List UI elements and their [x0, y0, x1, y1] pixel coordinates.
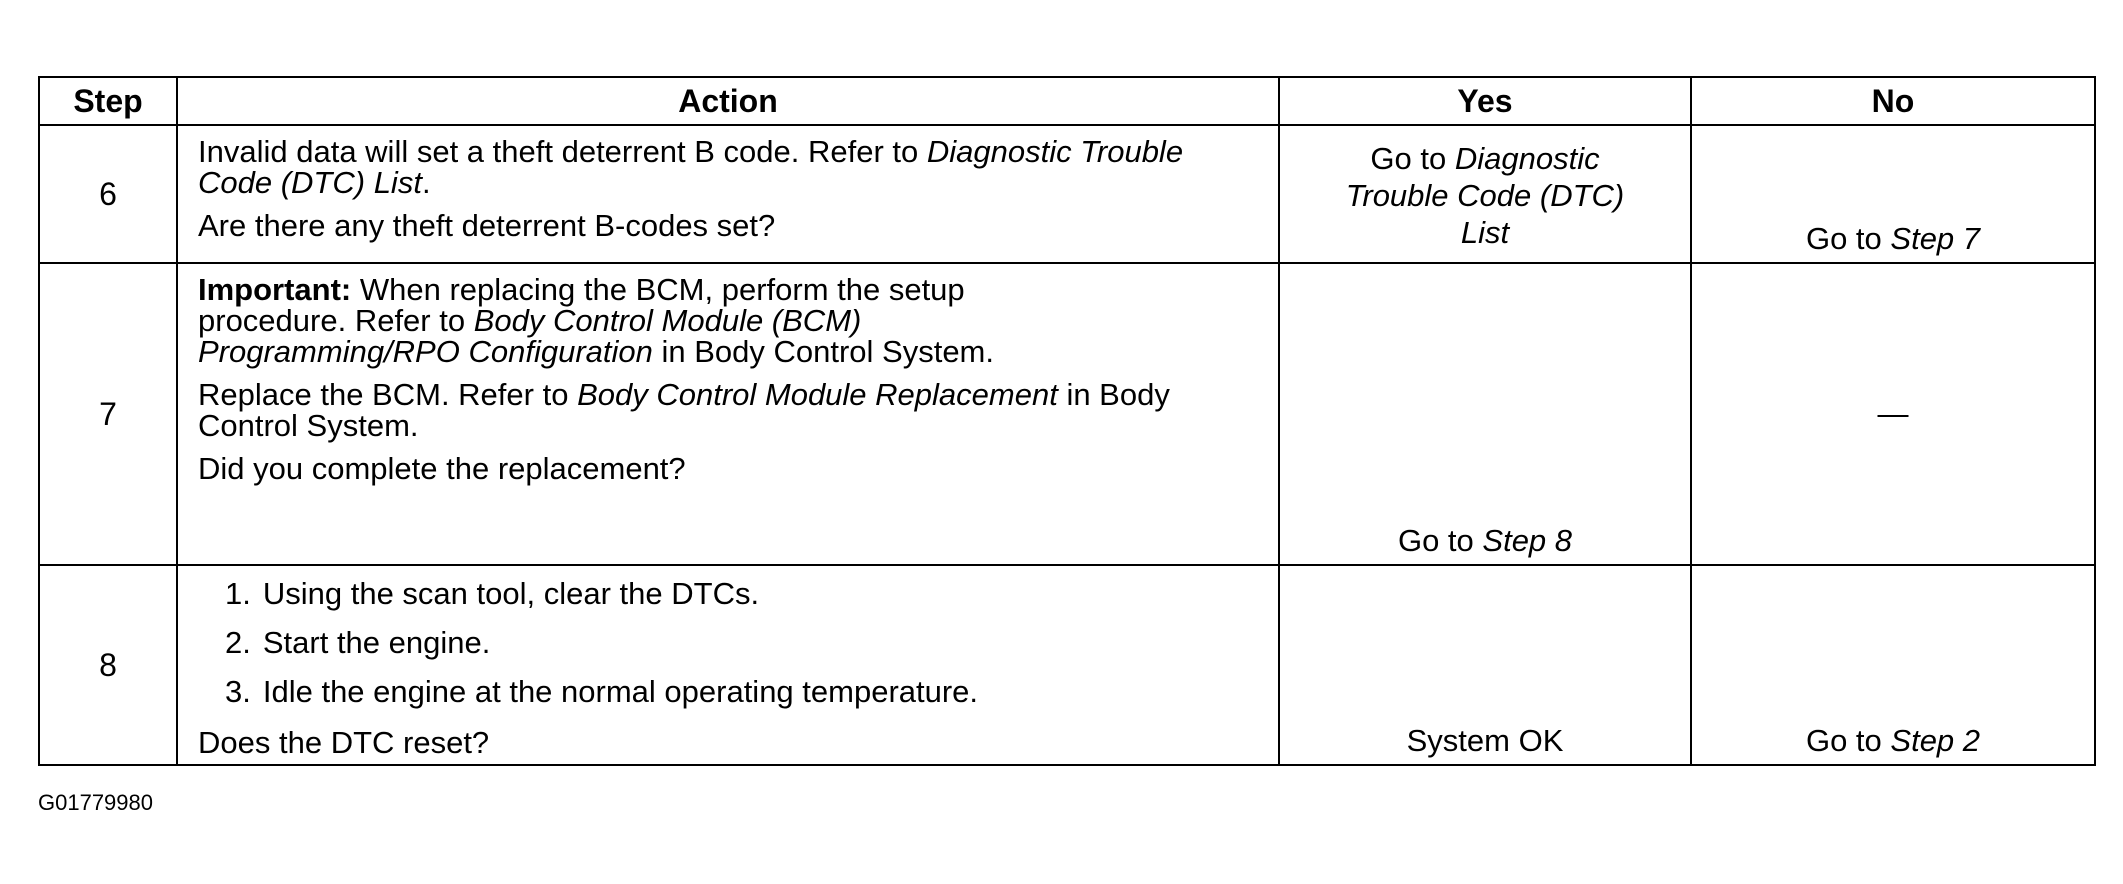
step-number: 6 — [39, 125, 177, 263]
reference-link[interactable]: Body Control Module Replacement — [577, 377, 1058, 412]
action-question: Are there any theft deterrent B-codes set? — [198, 208, 776, 243]
header-step: Step — [39, 77, 177, 125]
yes-cell — [1279, 263, 1691, 565]
no-cell — [1691, 263, 2095, 565]
instruction-text-end: . — [421, 165, 431, 200]
table-header-row — [39, 77, 2095, 125]
table-row-step-6 — [39, 125, 2095, 263]
procedure-step-text: Using the scan tool, clear the DTCs. — [262, 576, 760, 611]
action-question: Did you complete the replacement? — [198, 451, 686, 486]
yes-reference-line1[interactable]: Diagnostic — [1454, 141, 1600, 176]
important-note — [198, 274, 1098, 367]
header-action: Action — [177, 77, 1279, 125]
reference-link[interactable]: Diagnostic Trouble Code (DTC) List — [198, 134, 1184, 200]
figure-id: G01779980 — [38, 790, 153, 815]
yes-reference-line3[interactable]: List — [1460, 215, 1510, 250]
no-prefix: Go to — [1805, 723, 1891, 758]
diagnostic-table — [38, 76, 2096, 766]
no-cell — [1691, 125, 2095, 263]
instruction-text: Invalid data will set a theft deterrent B code. Refer to — [198, 134, 927, 169]
no-result — [1692, 724, 2094, 758]
procedure-step — [198, 676, 1258, 707]
procedure-step — [198, 578, 1258, 609]
replace-instruction — [198, 379, 1258, 441]
no-result — [1692, 222, 2094, 256]
table-row-step-8 — [39, 565, 2095, 765]
no-result: — — [1877, 396, 1909, 431]
replace-text-end: in Body Control System. — [198, 377, 1170, 443]
yes-prefix: Go to — [1370, 141, 1455, 176]
action-cell — [177, 565, 1279, 765]
action-cell — [177, 125, 1279, 263]
important-label: Important: — [198, 272, 352, 307]
procedure-step — [198, 627, 1258, 658]
procedure-step-number: 2. — [225, 625, 251, 660]
action-instruction — [198, 136, 1258, 198]
no-prefix: Go to — [1805, 221, 1891, 256]
important-text-end: in Body Control System. — [652, 334, 994, 369]
replace-text: Replace the BCM. Refer to — [198, 377, 578, 412]
yes-result — [1280, 140, 1690, 251]
procedure-step-text: Start the engine. — [262, 625, 491, 660]
procedure-step-number: 1. — [225, 576, 251, 611]
yes-result: System OK — [1406, 723, 1564, 758]
step-number: 8 — [39, 565, 177, 765]
no-step-link[interactable]: Step 7 — [1890, 221, 1981, 256]
yes-cell — [1279, 565, 1691, 765]
procedure-list — [198, 578, 1258, 707]
procedure-step-text: Idle the engine at the normal operating temperature. — [262, 674, 979, 709]
reference-link[interactable]: Body Control Module (BCM) Programming/RPO Configuration — [198, 303, 862, 369]
header-no: No — [1691, 77, 2095, 125]
procedure-step-number: 3. — [225, 674, 251, 709]
yes-result — [1280, 524, 1690, 558]
action-question: Does the DTC reset? — [198, 725, 490, 760]
yes-step-link[interactable]: Step 8 — [1482, 523, 1573, 558]
yes-reference-line2[interactable]: Trouble Code (DTC) — [1345, 178, 1625, 213]
yes-prefix: Go to — [1397, 523, 1483, 558]
header-yes: Yes — [1279, 77, 1691, 125]
no-cell — [1691, 565, 2095, 765]
yes-cell — [1279, 125, 1691, 263]
step-number: 7 — [39, 263, 177, 565]
important-text: When replacing the BCM, perform the setup procedure. Refer to — [198, 272, 965, 338]
action-cell — [177, 263, 1279, 565]
no-step-link[interactable]: Step 2 — [1890, 723, 1981, 758]
table-row-step-7 — [39, 263, 2095, 565]
